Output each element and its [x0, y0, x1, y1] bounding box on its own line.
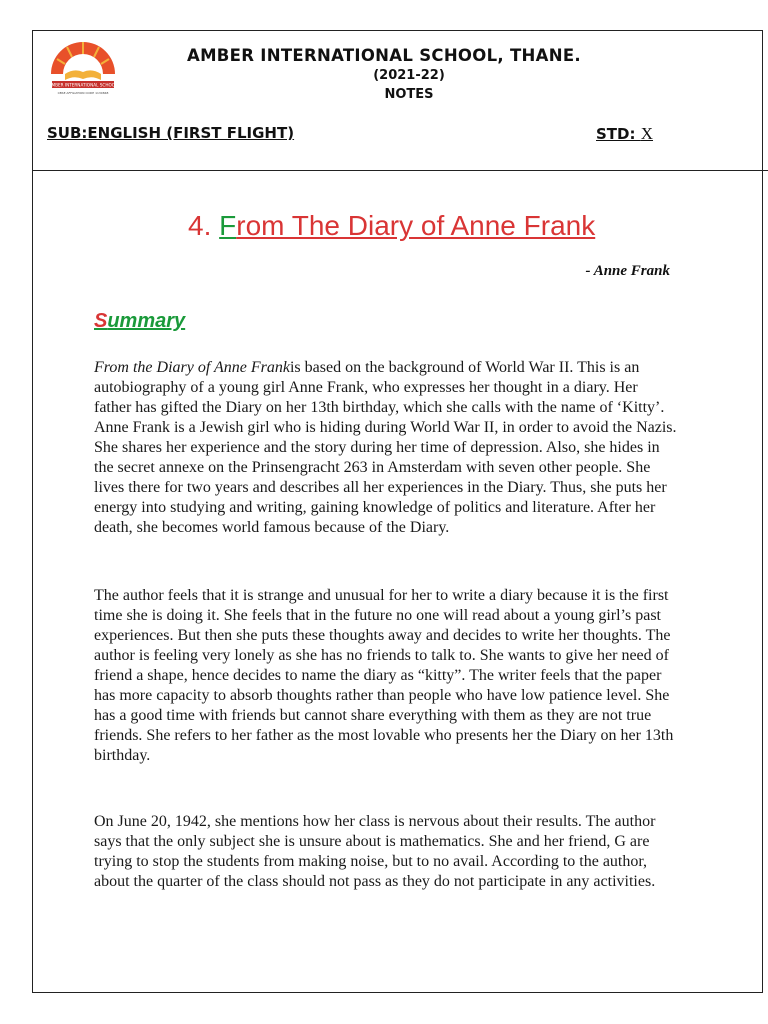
chapter-number: 4.	[188, 210, 212, 241]
summary-paragraph-3: On June 20, 1942, she mentions how her class is nervous about their results. The author says that the only subject she is unsure about is mathematics. She and her friend, G are trying to stop the students from making noise, but to no avail. According to the author, about the quarter of the class should not pass as they do not participate in any activities.	[94, 813, 656, 890]
std-value: X	[640, 124, 654, 143]
academic-year: (2021-22)	[373, 68, 445, 83]
chapter-title	[188, 210, 595, 242]
header-divider	[32, 170, 768, 171]
chapter-author: - Anne Frank	[585, 263, 670, 279]
subject-label: SUB:ENGLISH (FIRST FLIGHT)	[47, 124, 295, 142]
school-logo-icon	[45, 34, 121, 98]
standard-label	[596, 124, 653, 144]
notes-label: NOTES	[384, 87, 434, 102]
svg-text:AMBER INTERNATIONAL SCHOOL: AMBER INTERNATIONAL SCHOOL	[48, 82, 118, 88]
summary-heading-rest: ummary	[107, 310, 186, 332]
school-name: AMBER INTERNATIONAL SCHOOL, THANE.	[187, 46, 581, 65]
summary-heading-initial: S	[94, 310, 108, 332]
chapter-title-initial: F	[219, 210, 237, 241]
book-title-italic: From the Diary of Anne Frank	[94, 359, 290, 376]
summary-paragraph-1	[94, 358, 678, 538]
summary-paragraph-2: The author feels that it is strange and unusual for her to write a diary because it is the first time she is doing it. She feels that in the future no one will read about a young girl’s past experiences. But then she puts these thoughts away and decides to write her thoughts. The author is feeling very lonely as she has no friends to talk to. She wants to give her need of friend a shape, hence decides to name the diary as “kitty”. The writer feels that the paper has more capacity to absorb thoughts rather than people who have low patience level. She has a good time with friends but cannot share everything with them as they are not true friends. She refers to her father as the most lovable who presents her the Diary on her 13th birthday.	[94, 587, 674, 764]
std-label: STD:	[596, 125, 636, 143]
summary-heading	[94, 310, 185, 333]
chapter-title-rest: rom The Diary of Anne Frank	[236, 210, 596, 241]
svg-text:CBSE AFFILIATION CODE 1130848: CBSE AFFILIATION CODE 1130848	[57, 91, 109, 95]
summary-paragraph-1-text: is based on the background of World War II. This is an autobiography of a young girl Anne Frank, who expresses her thought in a diary. Her father has gifted the Diary on her 13th birthday, which she calls with the name of ‘Kitty’. Anne Frank is a Jewish girl who is hiding during World War II, in order to avoid the Nazis. She shares her experience and the story during her time of depression. Also, she hides in the secret annexe on the Prinsengracht 263 in Amsterdam with seven other people. She lives there for two years and describes all her experiences in the Diary. Thus, she puts her energy into studying and writing, gaining knowledge of politics and literature. After her death, she becomes world famous because of the Diary.	[94, 359, 677, 536]
